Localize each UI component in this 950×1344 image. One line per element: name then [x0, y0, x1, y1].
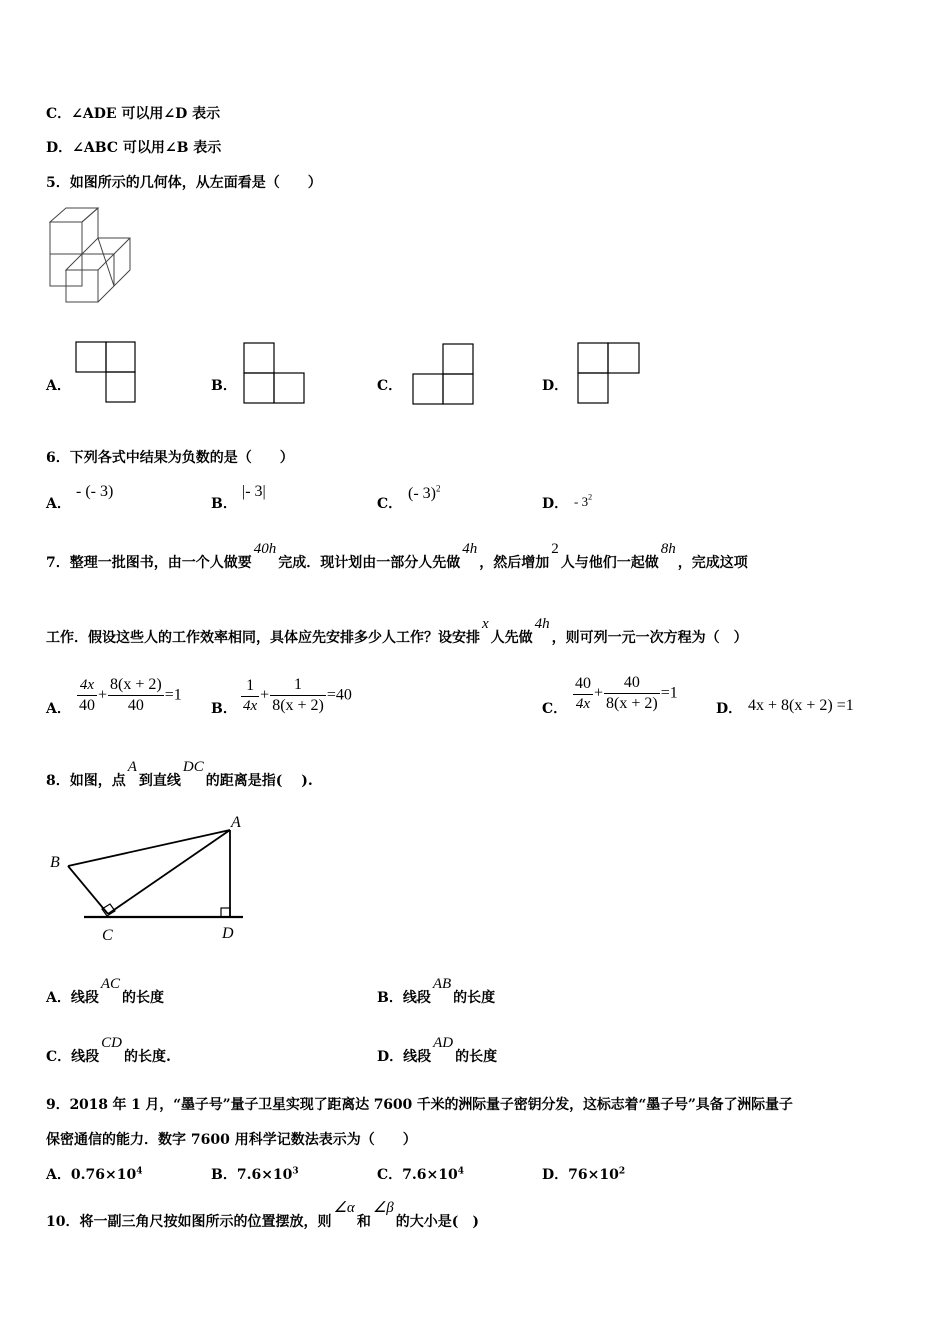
- q8-option-c: C．线段CD的长度.: [46, 1035, 171, 1065]
- q9-option-a: A．$0.76\times 10^4$: [46, 1166, 143, 1183]
- q7-stem-line1: 7．整理一批图书，由一个人做要40h完成．现计划由一部分人先做4h，然后增加2人与他们一起做8h，完成这项: [46, 541, 748, 571]
- q5-label-c: C．: [377, 378, 403, 394]
- q9-stem-line2: 保密通信的能力．数字 7600 用科学记数法表示为（ ）: [46, 1132, 417, 1148]
- q8-point-d-label: D: [222, 925, 234, 942]
- q8-point-c-label: C: [102, 927, 113, 944]
- q6-stem: 6．下列各式中结果为负数的是（ ）: [46, 450, 294, 466]
- q7-stem-line2: 工作．假设这些人的工作效率相同，具体应先安排多少人工作？设安排x人先做4h，则可列一元一次方程为（ ）: [46, 616, 748, 646]
- q9-option-d: D．$76\times 10^2$: [542, 1166, 626, 1183]
- q6-expr-b: |- 3|: [242, 483, 266, 500]
- q8-point-b-label: B: [50, 854, 60, 871]
- q7-label-b: B．: [211, 701, 237, 717]
- q7-equation-a: $\frac{4x}{40}$ + $\frac{8(x + 2)}{40}$ =1: [79, 676, 182, 714]
- q8-option-b: B．线段AB的长度: [377, 976, 496, 1006]
- q6-label-c: C．: [377, 496, 403, 512]
- q8-option-d: D．线段AD的长度: [377, 1035, 498, 1065]
- q6-label-d: D．: [542, 496, 569, 512]
- q5-label-d: D．: [542, 378, 569, 394]
- q6-expr-a: - (- 3): [76, 483, 114, 500]
- q10-stem: 10．将一副三角尺按如图所示的位置摆放，则∠α和∠β的大小是( ): [46, 1200, 479, 1230]
- q9-option-c: C．$7.6\times 10^4$: [377, 1166, 464, 1183]
- q8-point-a-label: A: [231, 814, 241, 831]
- q7-label-d: D．: [716, 701, 743, 717]
- q9-option-b: B．$7.6\times 10^3$: [211, 1166, 299, 1183]
- q7-equation-b: $\frac{1}{4x}$ + $\frac{1}{8(x + 2)}$ =40: [243, 676, 352, 714]
- q7-label-c: C．: [542, 701, 568, 717]
- q7-equation-d: 4x + 8(x + 2) =1: [748, 697, 854, 714]
- q6-expr-c: (- 3)$^2$: [408, 483, 441, 502]
- q8-stem: 8．如图，点A到直线DC的距离是指( ).: [46, 759, 313, 789]
- q7-equation-c: $\frac{40}{4x}$ + $\frac{40}{8(x + 2)}$ =1: [575, 674, 678, 712]
- q6-label-a: A．: [46, 496, 71, 512]
- q5-stem: 5．如图所示的几何体，从左面看是（ ）: [46, 175, 322, 191]
- q5-label-b: B．: [211, 378, 237, 394]
- q4-option-c: C．∠ADE 可以用∠D 表示: [46, 106, 221, 122]
- q5-label-a: A．: [46, 378, 71, 394]
- q7-label-a: A．: [46, 701, 71, 717]
- q8-option-a: A．线段AC的长度: [46, 976, 165, 1006]
- q6-label-b: B．: [211, 496, 237, 512]
- q4-option-d: D．∠ABC 可以用∠B 表示: [46, 140, 222, 156]
- q6-expr-d: - $3^2$: [574, 492, 593, 509]
- q9-stem-line1: 9．2018 年 1 月，“墨子号”量子卫星实现了距离达 7600 千米的洲际量子密钥分发，这标志着“墨子号”具备了洲际量子: [46, 1097, 793, 1113]
